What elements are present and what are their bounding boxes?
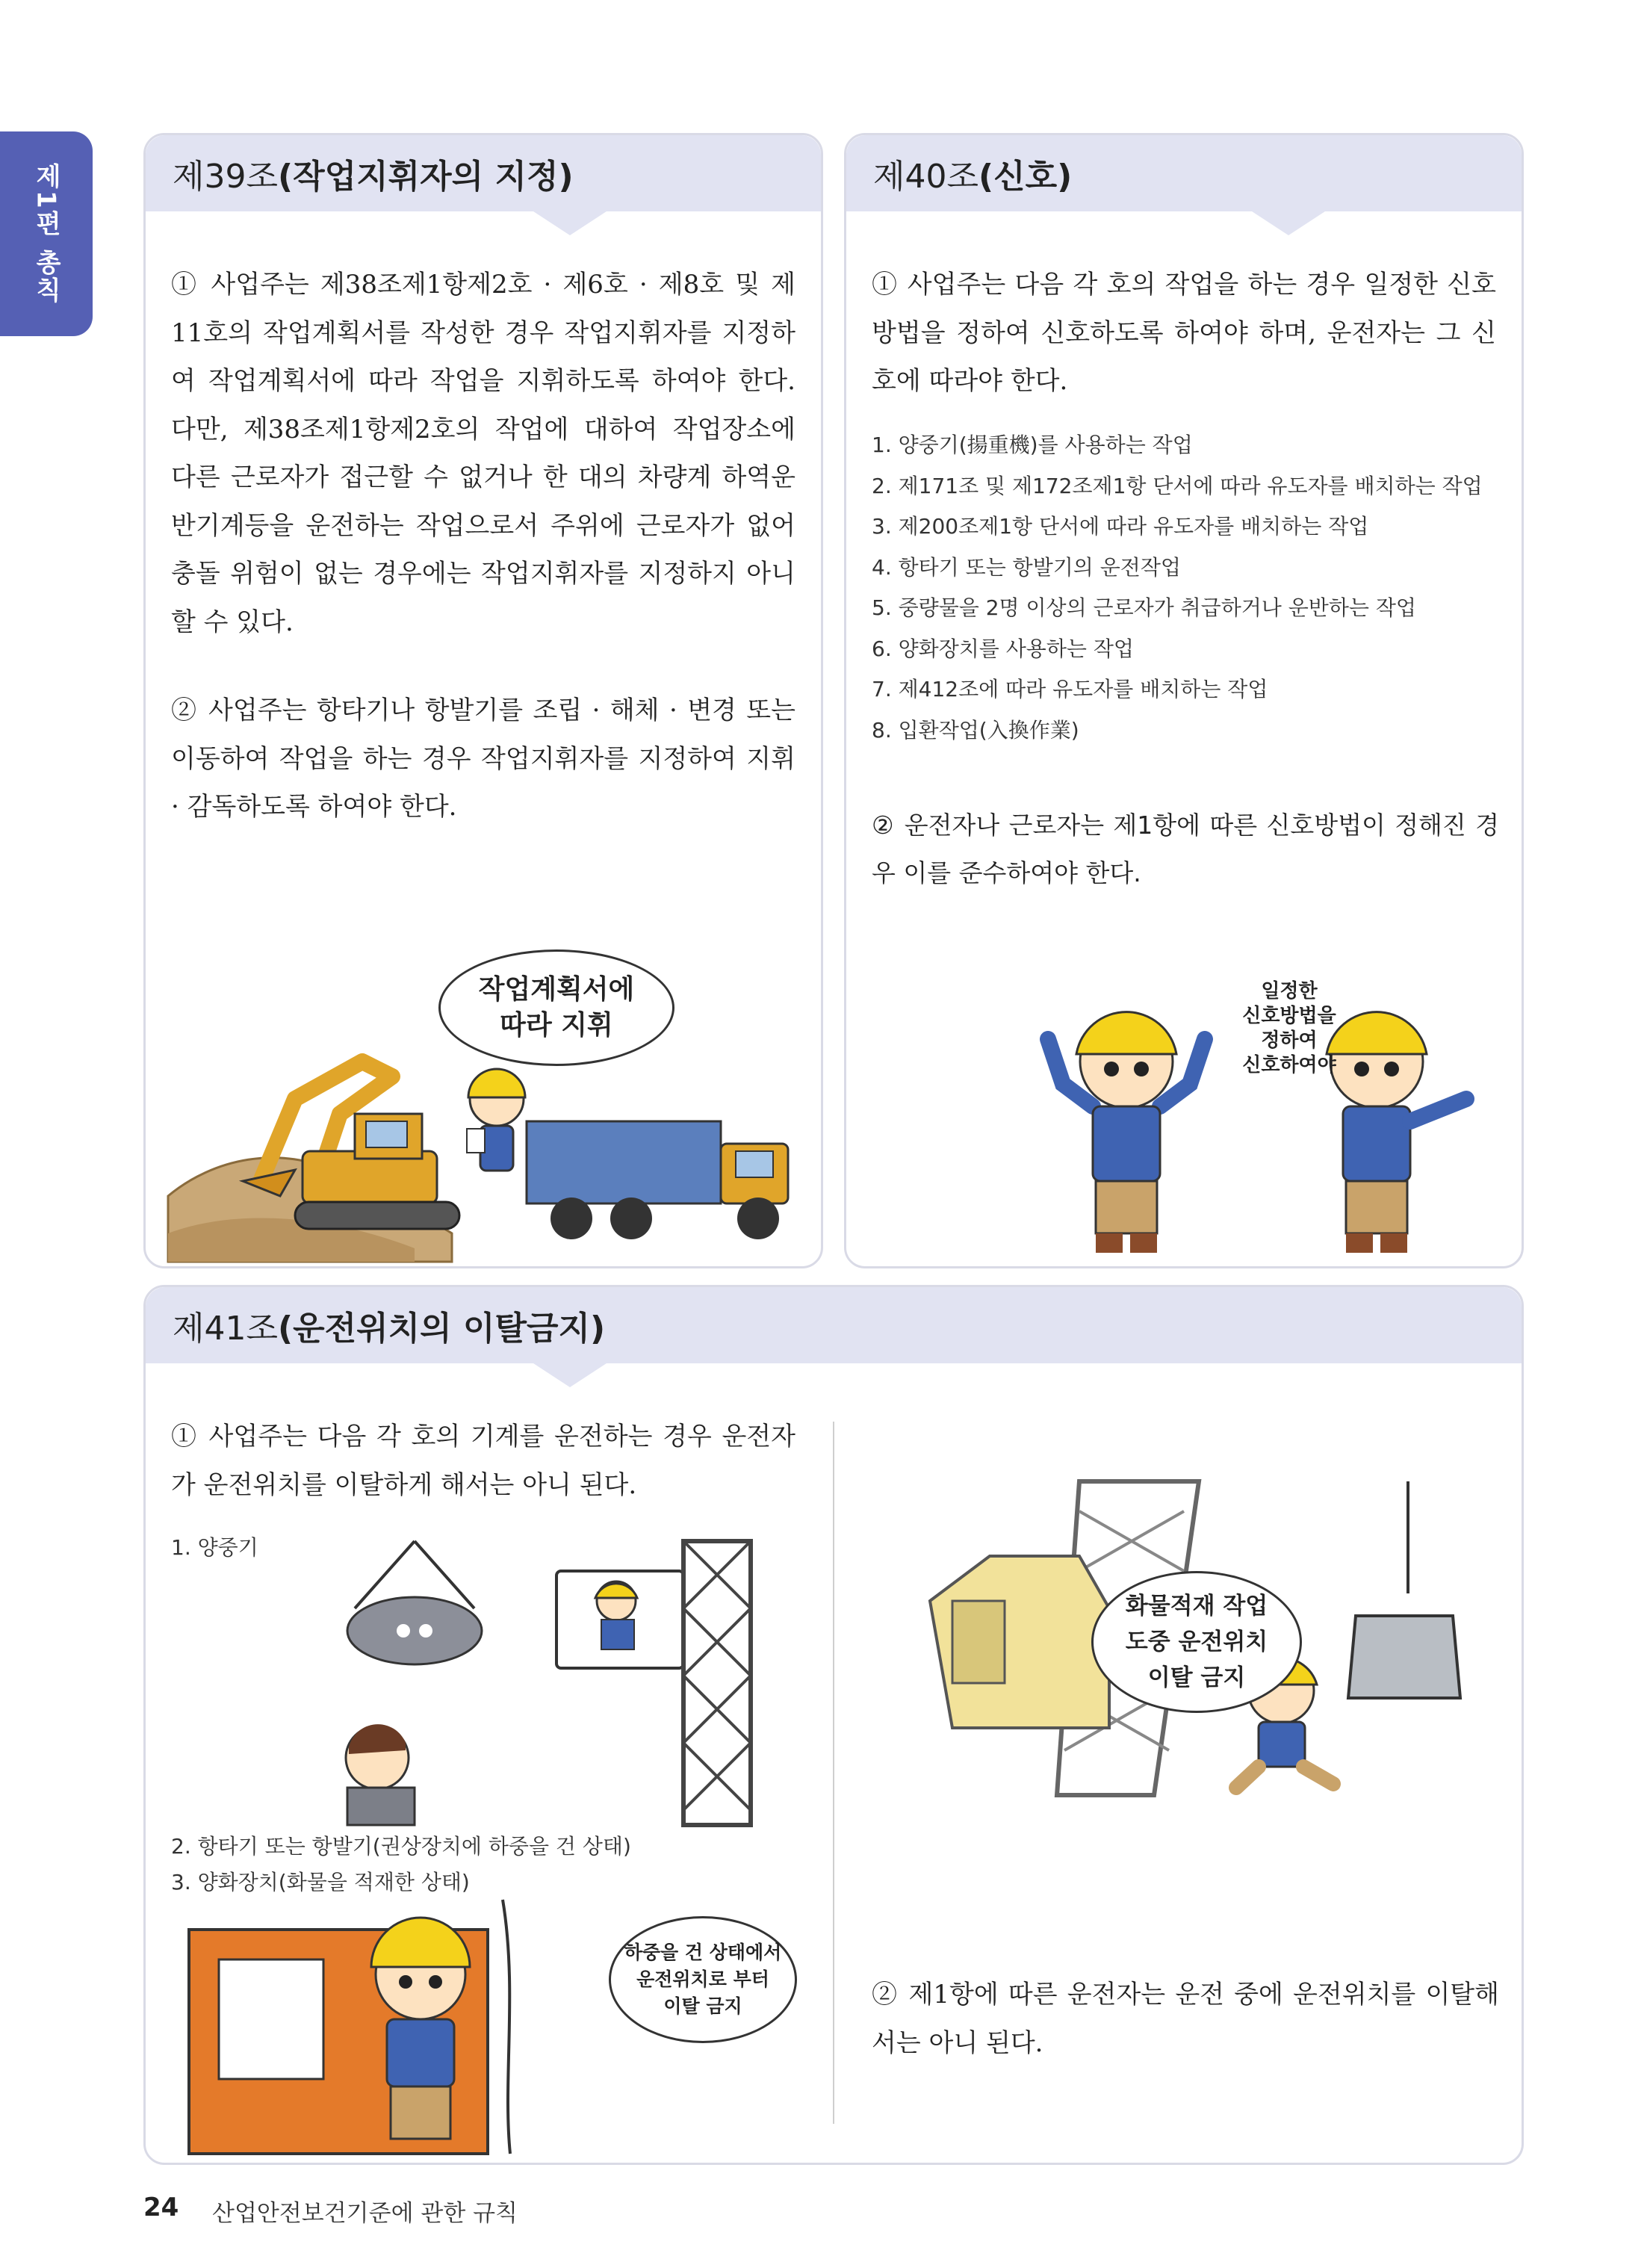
dump-truck: [527, 1121, 788, 1239]
speech-bubble-39: [438, 949, 674, 1066]
caption-line: 신호방법을: [1242, 1005, 1336, 1027]
list-item: 5. 중량물을 2명 이상의 근로자가 취급하거나 운반하는 작업: [872, 595, 1416, 620]
footer-title: 산업안전보건기준에 관한 규칙: [212, 2200, 518, 2227]
list-item: 8. 입환작업(入換作業): [872, 717, 1079, 743]
article-41-title: (운전위치의 이탈금지): [278, 1310, 606, 1348]
crane-cabin: [930, 1556, 1109, 1728]
article-40-title: (신호): [978, 158, 1073, 196]
list-item: 2. 제171조 및 제172조제1항 단서에 따라 유도자를 배치하는 작업: [872, 473, 1483, 498]
article-41-item-1: 1. 양중기: [171, 1535, 258, 1560]
article-41-paragraph-2: ② 제1항에 따른 운전자는 운전 중에 운전위치를 이탈해서는 아니 된다.: [872, 1980, 1499, 2058]
crane-tower: [683, 1541, 751, 1825]
lifting-load: [347, 1541, 482, 1664]
list-item: 1. 양중기(揚重機)를 사용하는 작업: [872, 433, 1193, 457]
article-40-panel: [844, 133, 1524, 1268]
article-39-title: (작업지휘자의 지정): [278, 158, 574, 196]
signal-caption: [1207, 979, 1371, 1078]
speech-bubble-41-left: [609, 1916, 797, 2043]
caption-line: 신호하여야: [1242, 1054, 1336, 1076]
article-41-header: [146, 1287, 1522, 1363]
list-item: 4. 항타기 또는 항발기의 운전작업: [872, 554, 1181, 580]
list-item: 3. 제200조제1항 단서에 따라 유도자를 배치하는 작업: [872, 514, 1369, 539]
article-39-paragraph-1: ① 사업주는 제38조제1항제2호 · 제6호 · 제8호 및 제11호의 작업계획서를 작성한 경우 작업지휘자를 지정하여 작업계획서에 따라 작업을 지휘하도록 하여야 한다. 다만, 제38조제1항제2호의 작업에 대하여 작업장소에 다른 근로자가 접근할 수 없거나 한 대의 차량계 하역운반기계등을 운전하는 작업으로서 주위에 근로자가 없어 충돌 위험이 없는 경우에는 작업지휘자를 지정하지 아니할 수 있다.: [171, 270, 795, 637]
worker-left: [1048, 1012, 1205, 1253]
article-39-header: [146, 135, 821, 211]
article-40-item-list: [872, 425, 1499, 751]
bubble-line: 화물적재 작업: [1125, 1593, 1268, 1620]
article-40-number: 제40조: [873, 158, 978, 196]
manager-figure: [346, 1724, 415, 1825]
article-39-panel: [143, 133, 823, 1268]
article-41-panel: [143, 1285, 1524, 2165]
list-item: 6. 양화장치를 사용하는 작업: [872, 636, 1134, 661]
article-40-header: [846, 135, 1522, 211]
header-notch: [531, 1362, 609, 1387]
caption-line: 일정한: [1261, 980, 1318, 1003]
list-item: 7. 제412조에 따라 유도자를 배치하는 작업: [872, 677, 1268, 701]
crane-cab: [556, 1571, 683, 1668]
article-41-item-3: 3. 양화장치(화물을 적재한 상태): [171, 1870, 470, 1894]
worker-supervisor: [467, 1069, 525, 1171]
speech-bubble-41-right: [1091, 1571, 1302, 1713]
bubble-line: 하중을 건 상태에서: [624, 1942, 782, 1963]
article-40-paragraph-1: ① 사업주는 다음 각 호의 작업을 하는 경우 일정한 신호방법을 정하여 신호하도록 하여야 하며, 운전자는 그 신호에 따라야 한다.: [872, 270, 1496, 396]
article-39-paragraph-2: ② 사업주는 항타기나 항발기를 조립 · 해체 · 변경 또는 이동하여 작업을 하는 경우 작업지휘자를 지정하여 지휘 · 감독하도록 하여야 한다.: [171, 695, 795, 822]
article-39-number: 제39조: [173, 158, 278, 196]
header-notch: [1250, 210, 1327, 235]
chapter-side-tab: [0, 131, 93, 336]
caption-line: 정하여: [1261, 1029, 1318, 1052]
bubble-line: 이탈 금지: [1147, 1664, 1246, 1691]
bubble-39-line-2: 따라 지휘: [500, 1010, 613, 1041]
crane-operator-illustration: [310, 1526, 795, 1825]
header-notch: [531, 210, 609, 235]
chapter-label: 제1편 총칙: [31, 163, 61, 305]
article-40-paragraph-2: ② 운전자나 근로자는 제1항에 따른 신호방법이 정해진 경우 이를 준수하여야 한다.: [872, 811, 1499, 887]
bubble-line: 도중 운전위치: [1125, 1629, 1268, 1655]
operator-leaving-cab-illustration: [189, 1900, 607, 2154]
article-41-number: 제41조: [173, 1310, 278, 1348]
hanging-cargo: [1348, 1481, 1460, 1698]
page-number: 24: [143, 2193, 179, 2222]
bubble-line: 이탈 금지: [663, 1995, 742, 2017]
article-41-paragraph-1: ① 사업주는 다음 각 호의 기계를 운전하는 경우 운전자가 운전위치를 이탈하게 해서는 아니 된다.: [171, 1422, 795, 1500]
article-41-item-2: 2. 항타기 또는 항발기(권상장치에 하중을 건 상태): [171, 1834, 631, 1859]
column-divider: [833, 1422, 834, 2124]
bubble-line: 운전위치로 부터: [636, 1968, 769, 1990]
bubble-39-line-1: 작업계획서에: [478, 974, 635, 1005]
